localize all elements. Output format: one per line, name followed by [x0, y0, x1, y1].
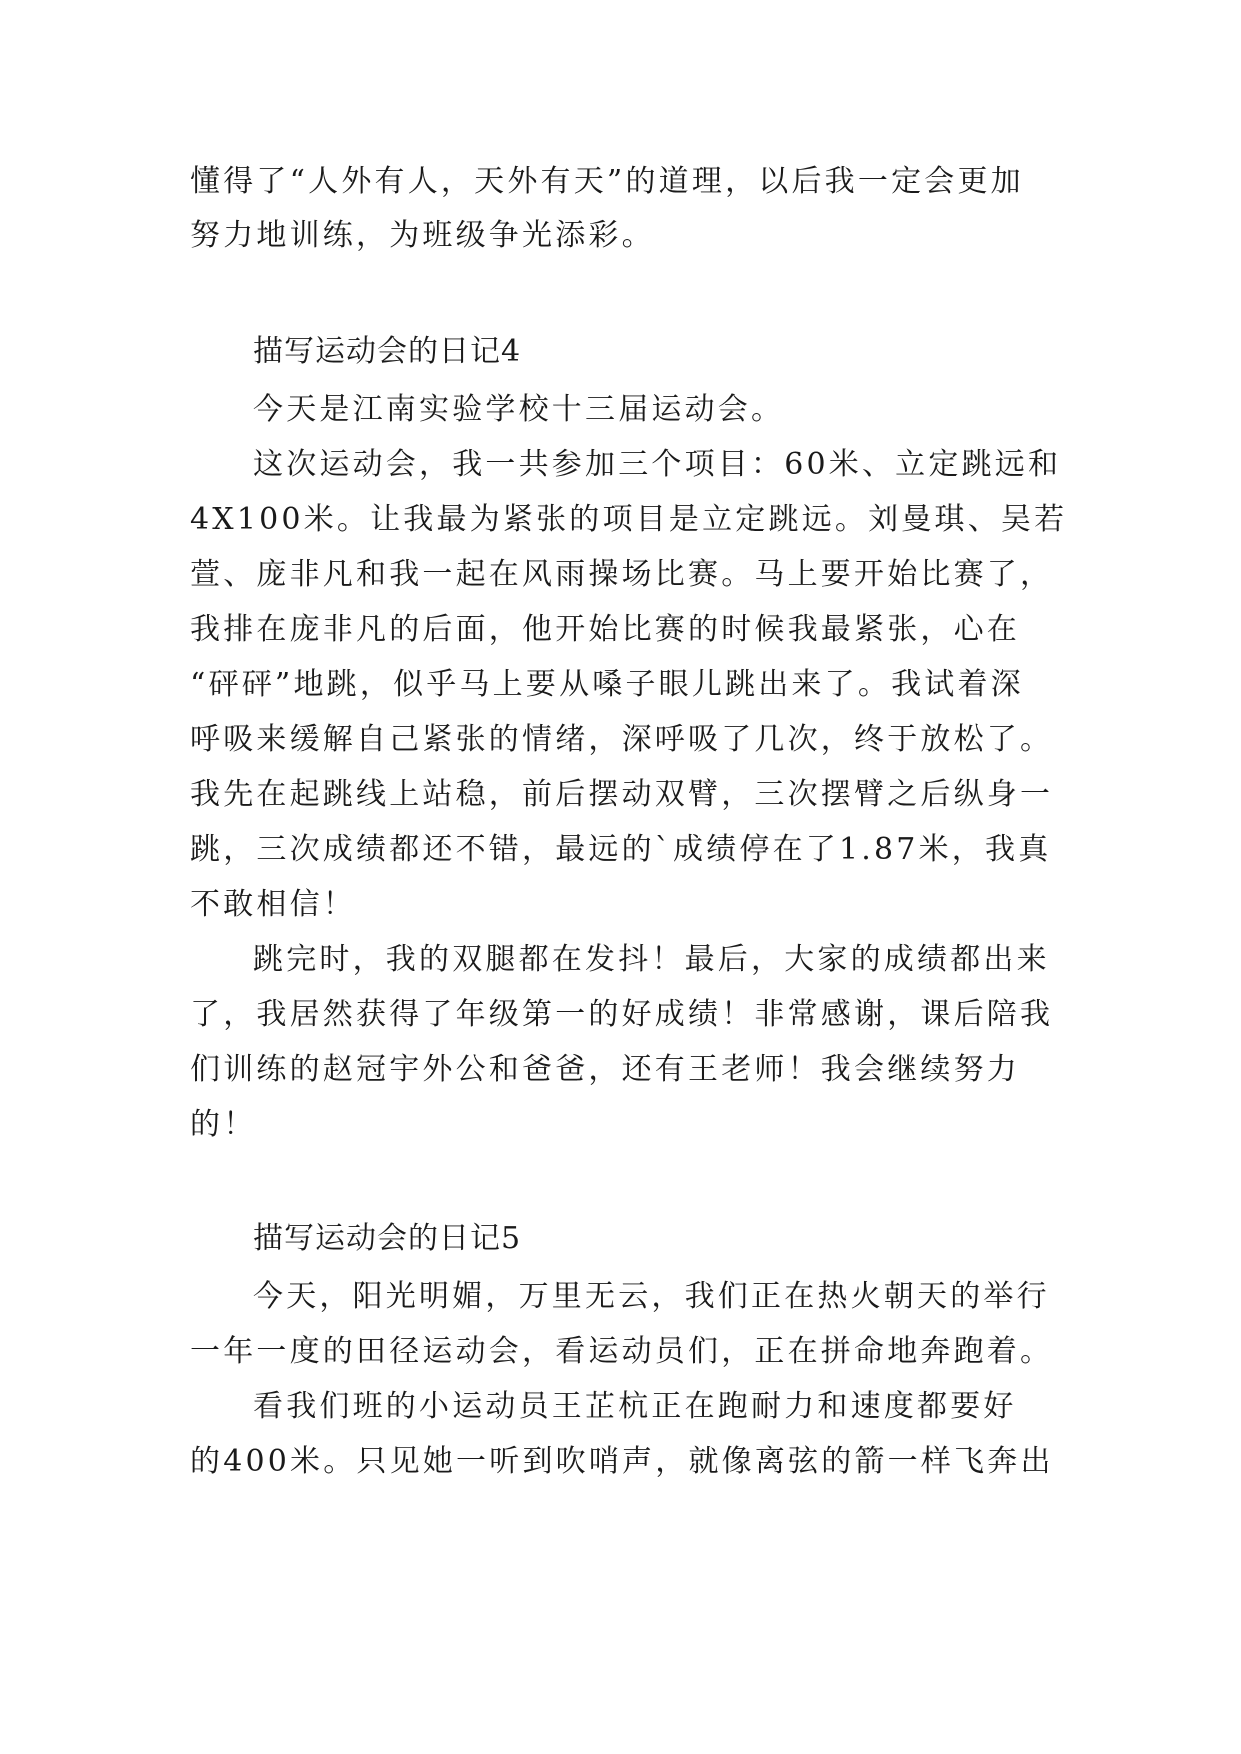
paragraph-line: 今天，阳光明媚，万里无云，我们正在热火朝天的举行 [253, 1279, 1050, 1314]
paragraph-line: 跳完时，我的双腿都在发抖！最后，大家的成绩都出来 [253, 942, 1050, 977]
paragraph-line: 我排在庞非凡的后面，他开始比赛的时候我最紧张，心在 [190, 612, 1020, 647]
paragraph-line: 今天是江南实验学校十三届运动会。 [253, 392, 785, 427]
section-heading: 描写运动会的日记5 [253, 1221, 522, 1256]
paragraph-line: 我先在起跳线上站稳，前后摆动双臂，三次摆臂之后纵身一 [190, 777, 1054, 812]
paragraph-line: 跳，三次成绩都还不错，最远的`成绩停在了1.87米，我真 [190, 832, 1052, 867]
paragraph-line: 一年一度的田径运动会，看运动员们，正在拼命地奔跑着。 [190, 1334, 1054, 1369]
paragraph-line: 努力地训练，为班级争光添彩。 [190, 218, 655, 253]
paragraph-line: 懂得了“人外有人，天外有天”的道理，以后我一定会更加 [190, 164, 1024, 199]
paragraph-line: 的！ [190, 1107, 257, 1142]
paragraph-line: 的400米。只见她一听到吹哨声，就像离弦的箭一样飞奔出 [190, 1444, 1054, 1479]
paragraph-line: 们训练的赵冠宇外公和爸爸，还有王老师！我会继续努力 [190, 1052, 1020, 1087]
paragraph-line: 4X100米。让我最为紧张的项目是立定跳远。刘曼琪、吴若 [190, 502, 1068, 537]
paragraph-line: 萱、庞非凡和我一起在风雨操场比赛。马上要开始比赛了， [190, 557, 1054, 592]
paragraph-line: 不敢相信！ [190, 887, 356, 922]
paragraph-line: 这次运动会，我一共参加三个项目：60米、立定跳远和 [253, 447, 1062, 482]
section-heading: 描写运动会的日记4 [253, 334, 522, 369]
paragraph-line: “砰砰”地跳，似乎马上要从嗓子眼儿跳出来了。我试着深 [190, 667, 1024, 702]
paragraph-line: 看我们班的小运动员王芷杭正在跑耐力和速度都要好 [253, 1389, 1017, 1424]
paragraph-line: 了，我居然获得了年级第一的好成绩！非常感谢，课后陪我 [190, 997, 1054, 1032]
paragraph-line: 呼吸来缓解自己紧张的情绪，深呼吸了几次，终于放松了。 [190, 722, 1054, 757]
